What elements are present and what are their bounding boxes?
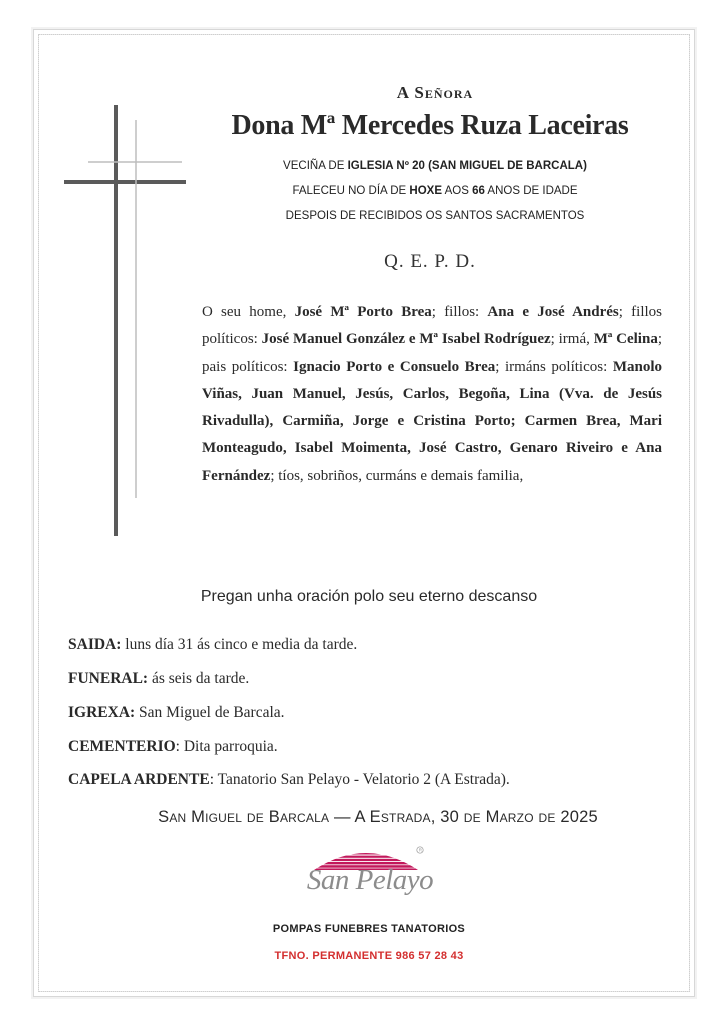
capela-label: CAPELA ARDENTE	[68, 771, 210, 788]
family-segment: Ignacio Porto e Consuelo Brea	[293, 358, 496, 375]
honorific: A Señora	[396, 83, 474, 102]
residence-line	[240, 160, 630, 172]
sacraments-line: DESPOIS DE RECIBIDOS OS SANTOS SACRAMENTOS	[285, 210, 585, 222]
capela-value: : Tanatorio San Pelayo - Velatorio 2 (A Estrada).	[209, 771, 510, 788]
company-phone: TFNO. PERMANENTE 986 57 28 43	[274, 950, 464, 962]
cementerio-label: CEMENTERIO	[68, 738, 176, 755]
detail-igrexa	[68, 704, 285, 722]
death-line	[240, 185, 630, 197]
funeral-value: ás seis da tarde.	[148, 670, 250, 687]
family-segment: ; tíos, sobriños, curmáns e demais familia,	[270, 467, 524, 484]
company-tagline: POMPAS FUNEBRES TANATORIOS	[272, 923, 466, 935]
funeral-label: FUNERAL:	[68, 670, 149, 687]
death-day: HOXE	[409, 185, 443, 197]
detail-saida	[68, 636, 357, 654]
death-text-a: FALECEU NO DÍA DE	[292, 185, 410, 197]
cementerio-value: : Dita parroquia.	[175, 738, 278, 755]
family-segment: José Manuel González e Mª Isabel Rodríguez	[261, 331, 551, 348]
family-segment: ; fillos:	[431, 304, 488, 320]
residence-prefix: VECIÑA DE	[283, 160, 348, 172]
saida-value: luns día 31 ás cinco e media da tarde.	[121, 636, 358, 653]
death-text-e: ANOS DE IDADE	[484, 185, 578, 197]
family-segment: ; pais políticos:	[202, 331, 662, 375]
family-segment: ; fillos políticos:	[202, 304, 663, 348]
family-segment: Mª Celina	[593, 331, 658, 348]
death-text-c: AOS	[442, 185, 473, 197]
residence-address: IGLESIA Nº 20 (SAN MIGUEL DE BARCALA)	[347, 160, 587, 172]
death-age: 66	[472, 185, 485, 197]
saida-label: SAIDA:	[68, 636, 122, 653]
deceased-name: Dona Mª Mercedes Ruza Laceiras	[231, 110, 629, 141]
detail-capela	[68, 771, 510, 789]
family-paragraph	[202, 299, 662, 490]
prayer-line: Pregan unha oración polo seu eterno descanso	[200, 588, 538, 605]
family-segment: ; irmáns políticos:	[495, 358, 613, 375]
family-segment: O seu home,	[202, 304, 295, 320]
detail-cementerio	[68, 738, 278, 756]
cross-icon	[60, 100, 190, 540]
family-segment: ; irmá,	[550, 331, 594, 348]
qepd: Q. E. P. D.	[384, 251, 476, 272]
igrexa-value: San Miguel de Barcala.	[135, 704, 285, 721]
family-segment: Manolo Viñas, Juan Manuel, Jesús, Carlos, Begoña, Lina (Vva. de Jesús Rivadulla), Carmiña, Jorge e Cristina Porto; Carmen Brea, Mari Monteagudo, Isabel Moimenta, José Castro, Genaro Riveiro e Ana Fernández	[202, 358, 662, 484]
brand-name: San Pelayo	[306, 864, 434, 896]
family-segment: Ana e José Andrés	[487, 304, 619, 320]
detail-funeral	[68, 670, 249, 688]
place-date: San Miguel de Barcala — A Estrada, 30 de Marzo de 2025	[158, 808, 598, 826]
family-segment: José Mª Porto Brea	[294, 304, 432, 320]
igrexa-label: IGREXA:	[68, 704, 136, 721]
svg-text:R: R	[418, 847, 422, 853]
